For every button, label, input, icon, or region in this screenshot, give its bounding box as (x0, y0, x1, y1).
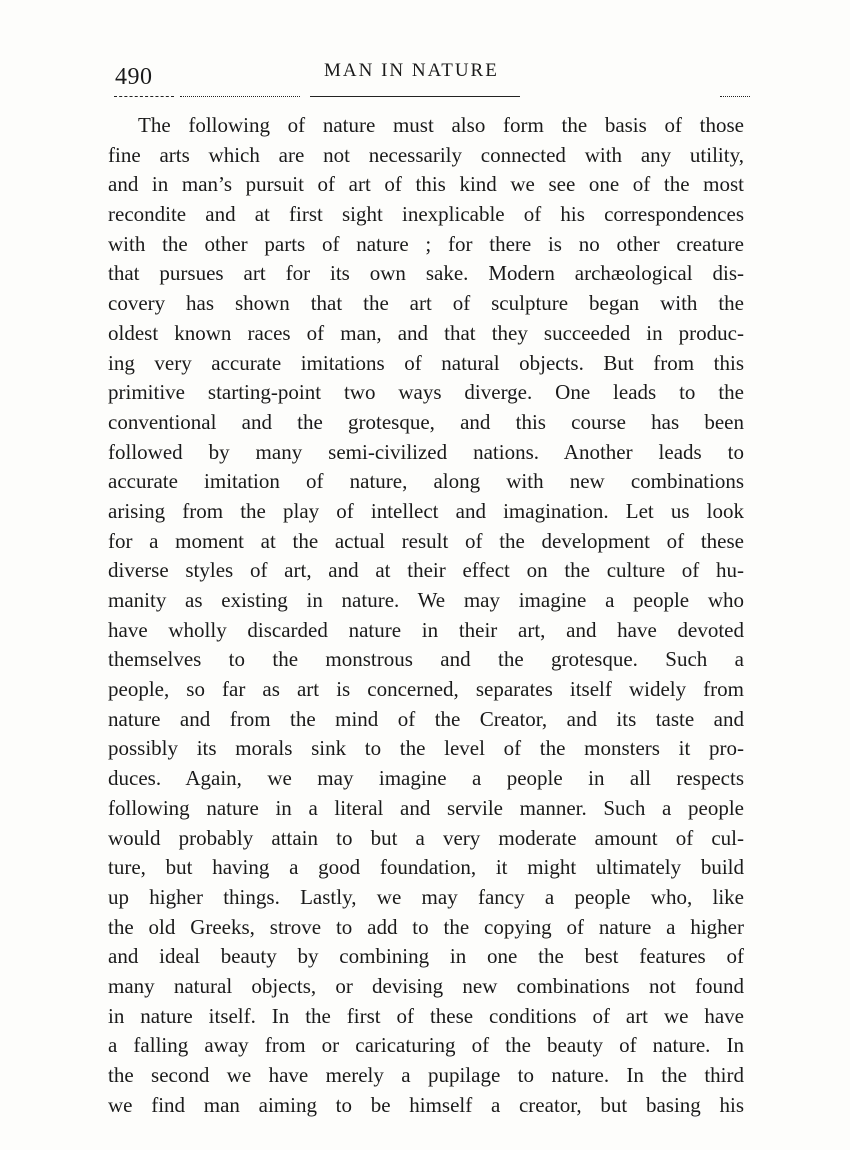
text-line: manity as existing in nature. We may imagine a people who (108, 588, 744, 612)
text-line: themselves to the monstrous and the grotesque. Such a (108, 647, 744, 672)
text-line: covery has shown that the art of sculpture began with the (108, 291, 744, 316)
text-line: many natural objects, or devising new combinations not found (108, 973, 744, 998)
text-line: people, so far as art is concerned, separates itself widely from (108, 677, 744, 702)
body-paragraph (108, 111, 744, 1120)
text-line: in nature itself. In the first of these conditions of art we have (108, 1003, 744, 1028)
text-line: nature and from the mind of the Creator, and its taste and (108, 706, 744, 731)
header-rule (180, 96, 300, 97)
text-line: we find man aiming to be himself a creator, but basing his (108, 1092, 744, 1117)
text-line: up higher things. Lastly, we may fancy a people who, like (108, 884, 744, 909)
text-line: accurate imitation of nature, along with new combinations (108, 469, 744, 494)
text-line: fine arts which are not necessarily connected with any utility, (108, 142, 744, 167)
text-line: conventional and the grotesque, and this course has been (108, 409, 744, 434)
text-line: oldest known races of man, and that they succeeded in produc- (108, 320, 744, 345)
text-line: that pursues art for its own sake. Modern archæological dis- (108, 261, 744, 286)
page-number: 490 (115, 64, 153, 90)
text-line: followed by many semi-civilized nations. Another leads to (108, 439, 744, 464)
text-line: the second we have merely a pupilage to nature. In the third (108, 1063, 744, 1087)
text-line: would probably attain to but a very moderate amount of cul- (108, 825, 744, 850)
text-line: primitive starting-point two ways diverge. One leads to the (108, 380, 744, 405)
text-line: and ideal beauty by combining in one the best features of (108, 944, 744, 969)
text-line: recondite and at first sight inexplicable of his correspondences (108, 202, 744, 227)
page-header (110, 52, 750, 92)
text-line: a falling away from or caricaturing of the beauty of nature. In (108, 1033, 744, 1058)
text-line: with the other parts of nature ; for there is no other creature (108, 231, 744, 256)
text-line: ing very accurate imitations of natural objects. But from this (108, 350, 744, 375)
header-rule (720, 96, 750, 97)
header-rule (310, 96, 520, 97)
running-head: MAN IN NATURE (324, 60, 499, 81)
text-line: following nature in a literal and servile manner. Such a people (108, 795, 744, 820)
text-line: and in man’s pursuit of art of this kind we see one of the most (108, 172, 744, 197)
text-line: duces. Again, we may imagine a people in all respects (108, 766, 744, 791)
text-line: ture, but having a good foundation, it might ultimately build (108, 855, 744, 880)
text-line: The following of nature must also form the basis of those (138, 113, 744, 137)
text-line: arising from the play of intellect and imagination. Let us look (108, 498, 744, 523)
text-line: for a moment at the actual result of the development of these (108, 528, 744, 553)
text-line: diverse styles of art, and at their effect on the culture of hu- (108, 558, 744, 583)
text-line: possibly its morals sink to the level of the monsters it pro- (108, 736, 744, 761)
text-line: the old Greeks, strove to add to the copying of nature a higher (108, 914, 744, 939)
text-line: have wholly discarded nature in their art, and have devoted (108, 617, 744, 642)
header-rule (114, 96, 174, 97)
